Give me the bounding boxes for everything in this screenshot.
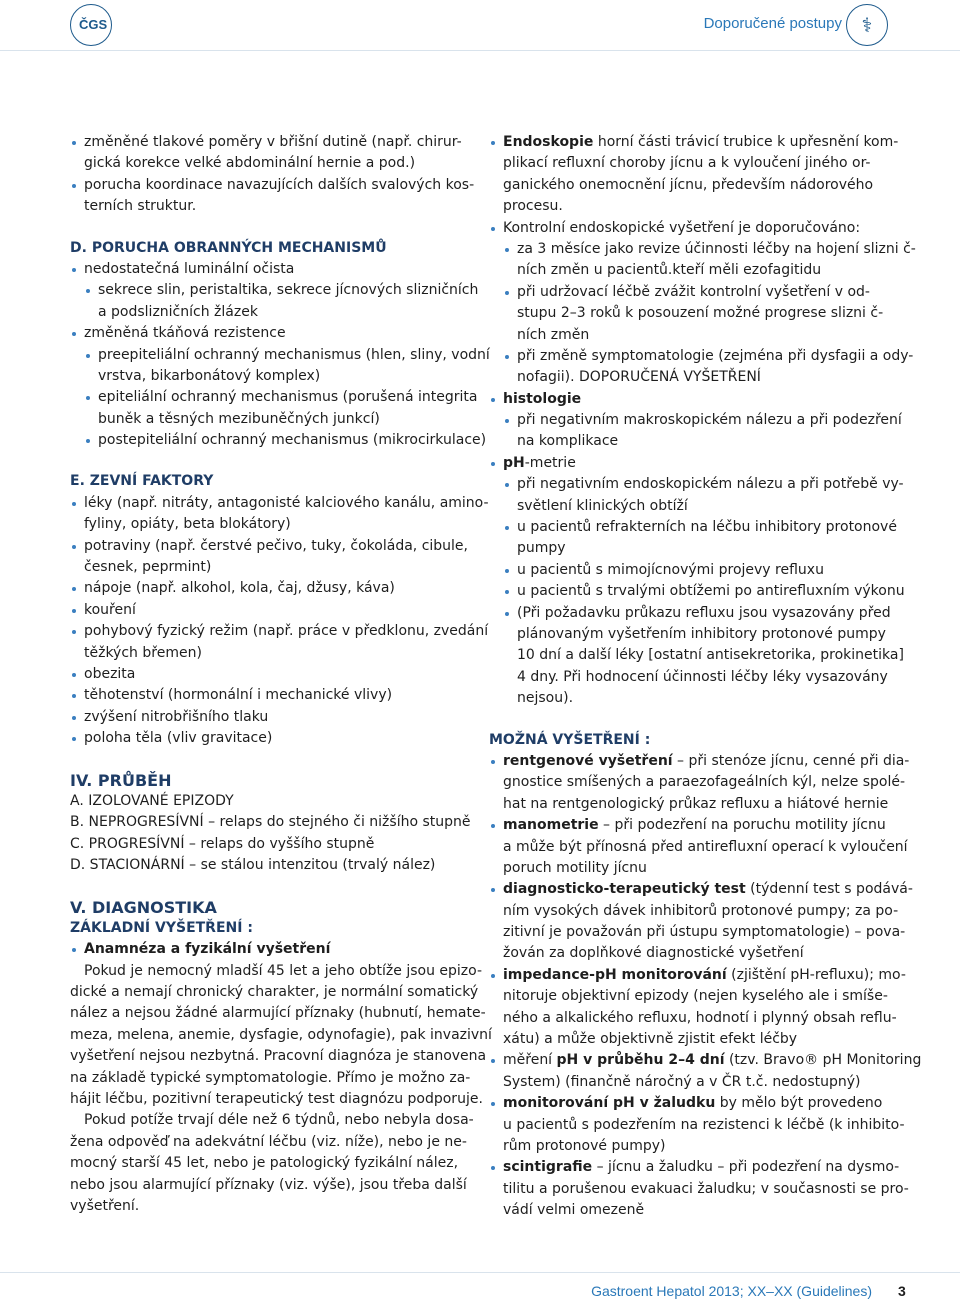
- spacer: [70, 451, 468, 471]
- item-text: Kontrolní endoskopické vyšetření je doporučováno:: [503, 219, 861, 236]
- item-text: zitivní je považován při ústupu symptomatologie) – pova-: [503, 924, 906, 941]
- item-text: 4 dny. Při hodnocení účinnosti léčby léky vysazovány: [517, 668, 888, 685]
- section-heading: [70, 770, 468, 791]
- list-item-continuation: [70, 366, 468, 387]
- spacer: [70, 218, 468, 238]
- item-text: rům protonové pumpy): [503, 1137, 666, 1154]
- item-text: a může být přínosná před antirefluxní operací k vyloučení: [503, 838, 908, 855]
- item-text: C. PROGRESÍVNÍ – relaps do vyššího stupně: [70, 835, 375, 852]
- item-text: nofagii). DOPORUČENÁ VYŠETŘENÍ: [517, 369, 761, 386]
- item-text: gická korekce velké abdominální hernie a pod.): [84, 155, 416, 172]
- list-item-continuation: [70, 557, 468, 578]
- list-item: [489, 410, 902, 431]
- text-line: [70, 1025, 492, 1046]
- spacer: [489, 710, 887, 730]
- list-item-continuation: [489, 1072, 887, 1093]
- item-text: tilitu a porušenou evakuaci žaludku; v současnosti se pro-: [503, 1180, 909, 1197]
- item-text: na komplikace: [517, 433, 619, 450]
- list-item: [489, 815, 887, 836]
- item-text: nitoruje objektivní epizody (nejen kyselého ale i smíše-: [503, 988, 888, 1005]
- item-text: těžkých břemen): [84, 644, 202, 661]
- item-text: horní části trávicí trubice k upřesnění kom-: [593, 134, 899, 150]
- item-text: postepiteliální ochranný mechanismus (mikrocirkulace): [98, 432, 487, 449]
- list-item-continuation: [70, 514, 468, 535]
- item-text: procesu.: [503, 198, 563, 215]
- list-item: [489, 1093, 887, 1114]
- list-item-continuation: [489, 1200, 887, 1221]
- medical-society-logo: [846, 4, 888, 46]
- item-text: změněné tlakové poměry v břišní dutině (např. chirur-: [84, 134, 462, 150]
- list-item: [70, 280, 479, 301]
- text-line: [70, 1175, 468, 1196]
- section-heading: [489, 730, 887, 751]
- text-line: [70, 855, 468, 876]
- item-text: (Při požadavku průkazu refluxu jsou vysazovány před: [517, 604, 891, 621]
- list-item: [489, 603, 891, 624]
- item-text: potraviny (např. čerstvé pečivo, tuky, čokoláda, cibule,: [84, 537, 468, 554]
- item-term: diagnosticko-terapeutický test: [503, 881, 746, 898]
- item-text: plikací refluxní choroby jícnu a k vyloučení jiného or-: [503, 155, 871, 172]
- item-text: 10 dní a další léky [ostatní antisekretorika, prokinetika]: [517, 647, 904, 664]
- item-text: těhotenství (hormonální i mechanické vlivy): [84, 687, 393, 704]
- item-text: E. ZEVNÍ FAKTORY: [70, 473, 214, 490]
- list-item-continuation: [489, 431, 887, 452]
- list-item-continuation: [489, 196, 887, 217]
- item-text: při negativním endoskopickém nálezu a při potřebě vy-: [517, 476, 904, 493]
- list-item-continuation: [489, 688, 887, 709]
- list-item-continuation: [489, 1029, 887, 1050]
- cgs-logo: [70, 4, 112, 46]
- item-text: vyšetření nejsou nezbytná. Pracovní diagnóza je stanovena: [70, 1048, 487, 1065]
- item-text: B. NEPROGRESÍVNÍ – relaps do stejného či nižšího stupně: [70, 814, 471, 831]
- item-prefix: měření: [503, 1052, 557, 1069]
- item-text: nejsou).: [517, 690, 574, 707]
- list-item: [489, 751, 910, 772]
- list-item-continuation: [489, 1179, 909, 1200]
- text-line: [70, 812, 471, 833]
- item-text: – při podezření na poruchu motility jícnu: [598, 817, 886, 834]
- item-text: ného a alkalického refluxu, hodnotí i plynný obsah reflu-: [503, 1009, 897, 1026]
- item-text: plánovaným vyšetřením inhibitory protonové pumpy: [517, 625, 886, 642]
- list-item: [70, 132, 468, 153]
- item-term: pH v průběhu 2–4 dní: [556, 1052, 725, 1069]
- list-item-continuation: [489, 1115, 905, 1136]
- list-item: [70, 707, 468, 728]
- item-text: vrstva, bikarbonátový komplex): [98, 367, 321, 384]
- item-text: ZÁKLADNÍ VYŠETŘENÍ :: [70, 919, 253, 936]
- list-item: [70, 175, 475, 196]
- list-item: [70, 728, 468, 749]
- list-item-continuation: [489, 667, 887, 688]
- item-text: Pokud je nemocný mladší 45 let a jeho obtíže jsou epizo-: [84, 962, 483, 979]
- list-item-continuation: [489, 260, 887, 281]
- item-text: nebo jsou alarmující příznaky (viz. výše), jsou třeba další: [70, 1176, 467, 1193]
- list-item-continuation: [489, 153, 887, 174]
- header-divider: [0, 50, 960, 51]
- list-item: [489, 453, 887, 474]
- list-item-continuation: [70, 302, 468, 323]
- item-text: kouření: [84, 601, 136, 618]
- item-text: A. IZOLOVANÉ EPIZODY: [70, 792, 234, 809]
- list-item: [70, 621, 489, 642]
- list-item-continuation: [70, 196, 468, 217]
- list-item-continuation: [489, 303, 887, 324]
- item-text: žován za doplňkové diagnostické vyšetření: [503, 945, 804, 962]
- list-item-continuation: [70, 153, 468, 174]
- item-text: – jícnu a žaludku – při podezření na dysmo-: [592, 1159, 900, 1176]
- text-line: [70, 1003, 486, 1024]
- list-item: [489, 218, 887, 239]
- item-term: Anamnéza a fyzikální vyšetření: [84, 941, 331, 958]
- list-item: [70, 345, 490, 366]
- list-item-continuation: [70, 409, 468, 430]
- item-text: pohybový fyzický režim (např. práce v předklonu, zvedání: [84, 623, 489, 640]
- footer-divider: [0, 1272, 960, 1273]
- list-item-continuation: [489, 901, 899, 922]
- item-text: nápoje (např. alkohol, kola, čaj, džusy, káva): [84, 580, 395, 597]
- item-text: by mělo být provedeno: [715, 1095, 883, 1112]
- list-item: [489, 879, 913, 900]
- item-text: mocný starší 45 let, nebo je patologický fyzikální nález,: [70, 1155, 459, 1172]
- item-text: ním vysokých dávek inhibitorů protonové pumpy; za po-: [503, 902, 899, 919]
- list-item-continuation: [489, 794, 887, 815]
- text-line: [70, 1089, 483, 1110]
- text-line: [70, 1132, 468, 1153]
- caduceus-icon: ⚕: [861, 13, 873, 37]
- item-text: nález a nejsou žádné alarmující příznaky (hubnutí, hemate-: [70, 1005, 486, 1022]
- item-term: scintigrafie: [503, 1159, 593, 1176]
- item-text: D. PORUCHA OBRANNÝCH MECHANISMŮ: [70, 239, 387, 256]
- item-text: žena odpověď na adekvátní léčbu (viz. níže), nebo je ne-: [70, 1133, 467, 1150]
- item-term: Endoskopie: [503, 134, 594, 150]
- item-text: (tzv. Bravo® pH Monitoring: [724, 1052, 922, 1069]
- list-item-continuation: [489, 772, 906, 793]
- item-term: impedance-pH monitorování: [503, 966, 727, 983]
- item-text: -metrie: [524, 454, 576, 471]
- list-item-continuation: [489, 1136, 887, 1157]
- item-text: xátu) a může objektivně zjistit efekt léčby: [503, 1031, 798, 1048]
- item-term: monitorování pH v žaludku: [503, 1095, 716, 1112]
- item-text: ních změn u pacientů.kteří měli ezofagitidu: [517, 262, 822, 279]
- list-item: [489, 1157, 900, 1178]
- list-item: [489, 132, 899, 153]
- item-text: změněná tkáňová rezistence: [84, 325, 286, 342]
- item-text: ních změn: [517, 326, 590, 343]
- section-heading: [70, 897, 468, 918]
- list-item-continuation: [489, 538, 887, 559]
- spacer: [70, 750, 468, 770]
- list-item: [489, 560, 887, 581]
- item-text: u pacientů s podezřením na rezistenci k léčbě (k inhibito-: [503, 1116, 905, 1133]
- item-text: poruch motility jícnu: [503, 859, 647, 876]
- item-text: při udržovací léčbě zvážit kontrolní vyšetření v od-: [517, 283, 870, 300]
- item-term: pH: [503, 454, 525, 471]
- item-text: poloha těla (vliv gravitace): [84, 730, 273, 747]
- list-item: [70, 685, 468, 706]
- list-item-continuation: [489, 367, 887, 388]
- item-text: u pacientů s mimojícnovými projevy refluxu: [517, 561, 824, 578]
- item-text: System) (finančně náročný a v ČR t.č. nedostupný): [503, 1073, 861, 1090]
- item-text: fyliny, opiáty, beta blokátory): [84, 516, 291, 533]
- list-item-continuation: [489, 325, 887, 346]
- list-item: [489, 474, 904, 495]
- list-item-continuation: [489, 1008, 897, 1029]
- list-item: [489, 282, 887, 303]
- list-item: [489, 346, 914, 367]
- item-text: – při stenóze jícnu, cenné při dia-: [672, 752, 910, 769]
- item-text: sekrece slin, peristaltika, sekrece jícnových slizničních: [98, 282, 479, 299]
- section-title: Doporučené postupy: [703, 15, 842, 32]
- text-line: [70, 1068, 471, 1089]
- list-item: [70, 387, 478, 408]
- item-text: ganického onemocnění jícnu, především nádorového: [503, 176, 874, 193]
- list-item-continuation: [489, 986, 887, 1007]
- item-text: vyšetření.: [70, 1197, 140, 1214]
- item-text: hájit léčbu, pozitivní terapeutický test diagnózu podporuje.: [70, 1091, 483, 1108]
- item-text: (týdenní test s podává-: [745, 881, 913, 898]
- list-item: [489, 581, 905, 602]
- item-text: epiteliální ochranný mechanismus (porušená integrita: [98, 389, 478, 406]
- item-text: hat na rentgenologický průkaz refluxu a hiátové hernie: [503, 795, 889, 812]
- item-text: preepiteliální ochranný mechanismus (hlen, sliny, vodní: [98, 346, 490, 363]
- item-text: stupu 2–3 roků k posouzení možné progrese slizni č-: [517, 305, 884, 322]
- footer-citation: Gastroent Hepatol 2013; XX–XX (Guidelines): [591, 1283, 872, 1299]
- item-text: zvýšení nitrobřišního tlaku: [84, 708, 269, 725]
- item-text: MOŽNÁ VYŠETŘENÍ :: [489, 731, 651, 748]
- list-item-continuation: [489, 837, 908, 858]
- text-line: [70, 791, 468, 812]
- item-text: léky (např. nitráty, antagonisté kalciového kanálu, amino-: [84, 494, 489, 511]
- section-heading: [70, 238, 468, 259]
- item-text: Pokud potíže trvají déle než 6 týdnů, nebo nebyla dosa-: [84, 1112, 474, 1129]
- item-text: na základě typické symptomatologie. Přímo je možno za-: [70, 1069, 471, 1086]
- item-text: u pacientů s trvalými obtížemi po antirefluxním výkonu: [517, 583, 905, 600]
- item-text: česnek, peprmint): [84, 559, 212, 576]
- list-item-continuation: [489, 175, 887, 196]
- item-text: pumpy: [517, 540, 566, 557]
- list-item: [70, 259, 468, 280]
- list-item-continuation: [489, 922, 906, 943]
- list-item: [70, 430, 487, 451]
- list-item: [70, 578, 468, 599]
- item-text: terních struktur.: [84, 198, 197, 215]
- item-term: manometrie: [503, 817, 599, 834]
- list-item: [489, 517, 897, 538]
- item-text: V. DIAGNOSTIKA: [70, 897, 217, 917]
- item-text: při negativním makroskopickém nálezu a při podezření: [517, 412, 902, 429]
- item-text: obezita: [84, 665, 136, 682]
- text-line: [70, 1196, 468, 1217]
- list-item: [489, 965, 906, 986]
- item-text: u pacientů refrakterních na léčbu inhibitory protonové: [517, 519, 897, 536]
- item-text: nedostatečná luminální očista: [84, 260, 295, 277]
- list-item-continuation: [489, 496, 887, 517]
- cgs-logo-text: ČGS: [79, 17, 108, 32]
- text-line: [70, 1153, 468, 1174]
- list-item-continuation: [489, 645, 904, 666]
- list-item: [70, 493, 489, 514]
- list-item: [70, 939, 468, 960]
- item-text: za 3 měsíce jako revize účinnosti léčby na hojení slizni č-: [517, 240, 916, 257]
- list-item: [70, 664, 468, 685]
- list-item: [489, 239, 916, 260]
- list-item-continuation: [489, 943, 887, 964]
- section-heading: [70, 471, 468, 492]
- item-text: meza, melena, anemie, dysfagie, odynofagie), pak invazivní: [70, 1026, 492, 1043]
- list-item: [489, 389, 887, 410]
- paragraph-start: [70, 1110, 474, 1131]
- text-line: [70, 1046, 487, 1067]
- item-term: rentgenové vyšetření: [503, 752, 673, 769]
- item-term: histologie: [503, 390, 582, 407]
- section-heading: [70, 918, 468, 939]
- item-text: dické a nemají chronický charakter, je normální somatický: [70, 984, 479, 1001]
- right-column: [489, 132, 922, 1222]
- item-text: a podslizničních žlázek: [98, 303, 258, 320]
- item-text: světlení klinických obtíží: [517, 497, 688, 514]
- list-item-continuation: [489, 858, 887, 879]
- left-column: [70, 132, 492, 1217]
- page-number: 3: [898, 1283, 906, 1299]
- item-text: při změně symptomatologie (zejména při dysfagii a ody-: [517, 347, 914, 364]
- item-text: buněk a těsných mezibuněčných junkcí): [98, 410, 380, 427]
- item-text: (zjištění pH-refluxu); mo-: [726, 966, 906, 983]
- item-text: porucha koordinace navazujících dalších svalových kos-: [84, 176, 475, 193]
- text-line: [70, 982, 479, 1003]
- list-item-continuation: [70, 643, 468, 664]
- item-text: IV. PRŮBĚH: [70, 770, 172, 790]
- item-text: gnostice smíšených a paraezofageálních kýl, nelze spolé-: [503, 774, 906, 791]
- list-item-continuation: [489, 624, 887, 645]
- spacer: [70, 877, 468, 897]
- list-item: [70, 536, 468, 557]
- item-text: D. STACIONÁRNÍ – se stálou intenzitou (trvalý nález): [70, 857, 436, 874]
- paragraph-start: [70, 961, 483, 982]
- list-item: [489, 1050, 922, 1071]
- item-text: vádí velmi omezeně: [503, 1202, 645, 1219]
- list-item: [70, 600, 468, 621]
- text-line: [70, 834, 468, 855]
- list-item: [70, 323, 468, 344]
